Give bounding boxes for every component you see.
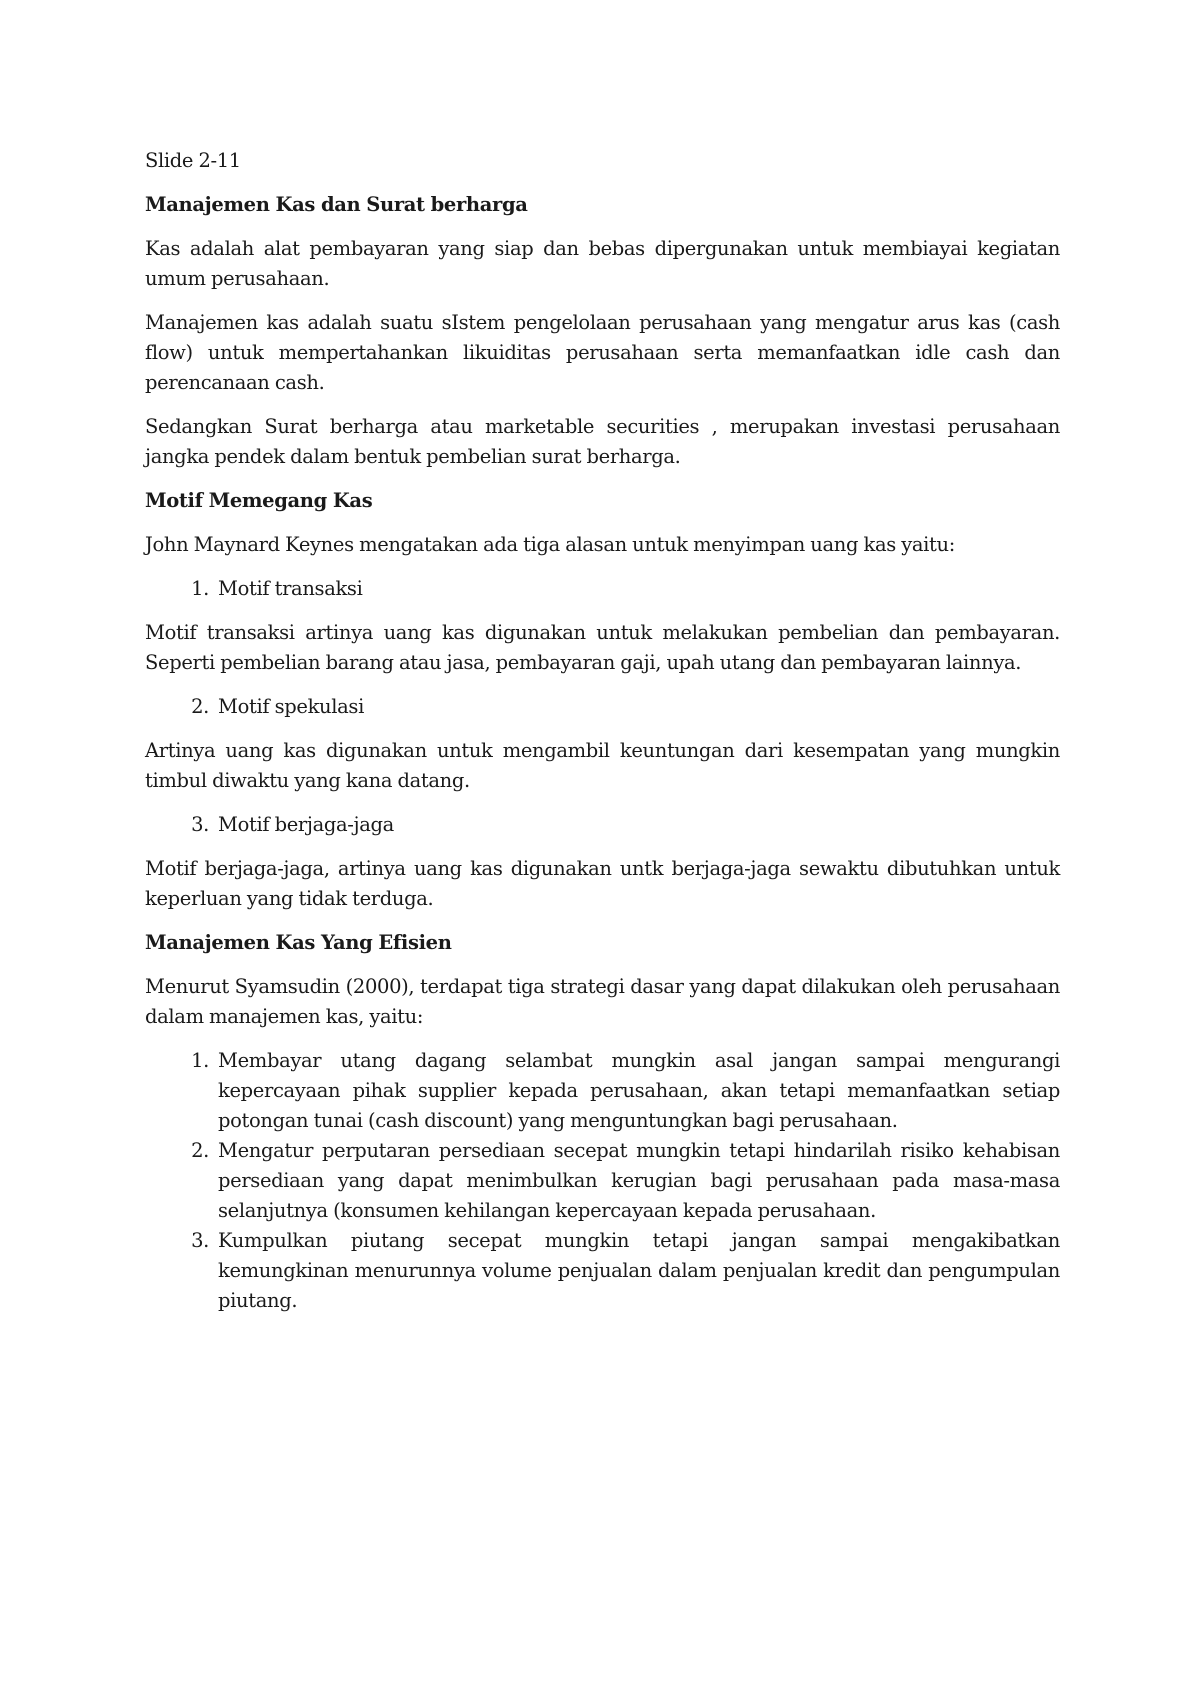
paragraph-surat-berharga: Sedangkan Surat berharga atau marketable securities , merupakan investasi perusahaan jangka pendek dalam bentuk pembelian surat berharga. (145, 415, 1060, 468)
list-item (145, 1226, 1060, 1316)
list-number: 3. (191, 1229, 209, 1252)
heading-manajemen-kas-efisien: Manajemen Kas Yang Efisien (145, 931, 452, 954)
motif-item-berjaga-jaga (145, 810, 1060, 840)
strategy-text: Mengatur perputaran persediaan secepat mungkin tetapi hindarilah risiko kehabisan persediaan yang dapat menimbulkan kerugian bagi perusahaan pada masa-masa selanjutnya (konsumen kehilangan kepercayaan kepada perusahaan. (218, 1139, 1060, 1222)
paragraph-motif-transaksi: Motif transaksi artinya uang kas digunakan untuk melakukan pembelian dan pembayaran. Seperti pembelian barang atau jasa, pembayaran gaji, upah utang dan pembayaran lainnya. (145, 621, 1060, 674)
paragraph-manajemen-kas-definition: Manajemen kas adalah suatu sIstem pengelolaan perusahaan yang mengatur arus kas (cash flow) untuk mempertahankan likuiditas perusahaan serta memanfaatkan idle cash dan perencanaan cash. (145, 311, 1060, 394)
list-number: 2. (191, 1139, 209, 1162)
list-number: 1. (191, 577, 209, 600)
motif-title: Motif berjaga-jaga (218, 813, 394, 836)
motif-item-transaksi (145, 574, 1060, 604)
list-item (145, 1136, 1060, 1226)
document-page (145, 146, 1060, 1316)
paragraph-syamsudin-intro: Menurut Syamsudin (2000), terdapat tiga strategi dasar yang dapat dilakukan oleh perusahaan dalam manajemen kas, yaitu: (145, 975, 1060, 1028)
list-number: 2. (191, 695, 209, 718)
strategy-text: Kumpulkan piutang secepat mungkin tetapi jangan sampai mengakibatkan kemungkinan menurunnya volume penjualan dalam penjualan kredit dan pengumpulan piutang. (218, 1229, 1060, 1312)
paragraph-kas-definition: Kas adalah alat pembayaran yang siap dan bebas dipergunakan untuk membiayai kegiatan umum perusahaan. (145, 237, 1060, 290)
slide-label: Slide 2-11 (145, 149, 241, 172)
paragraph-keynes-intro: John Maynard Keynes mengatakan ada tiga alasan untuk menyimpan uang kas yaitu: (145, 533, 955, 556)
list-number: 3. (191, 813, 209, 836)
heading-motif-memegang-kas: Motif Memegang Kas (145, 489, 373, 512)
paragraph-motif-spekulasi: Artinya uang kas digunakan untuk mengambil keuntungan dari kesempatan yang mungkin timbul diwaktu yang kana datang. (145, 739, 1060, 792)
motif-item-spekulasi (145, 692, 1060, 722)
list-item (145, 1046, 1060, 1136)
strategy-list (145, 1046, 1060, 1316)
strategy-text: Membayar utang dagang selambat mungkin asal jangan sampai mengurangi kepercayaan pihak supplier kepada perusahaan, akan tetapi memanfaatkan setiap potongan tunai (cash discount) yang menguntungkan bagi perusahaan. (218, 1049, 1060, 1132)
list-number: 1. (191, 1049, 209, 1072)
paragraph-motif-berjaga-jaga: Motif berjaga-jaga, artinya uang kas digunakan untk berjaga-jaga sewaktu dibutuhkan untuk keperluan yang tidak terduga. (145, 857, 1060, 910)
motif-title: Motif transaksi (218, 577, 363, 600)
heading-manajemen-kas: Manajemen Kas dan Surat berharga (145, 193, 528, 216)
motif-title: Motif spekulasi (218, 695, 364, 718)
